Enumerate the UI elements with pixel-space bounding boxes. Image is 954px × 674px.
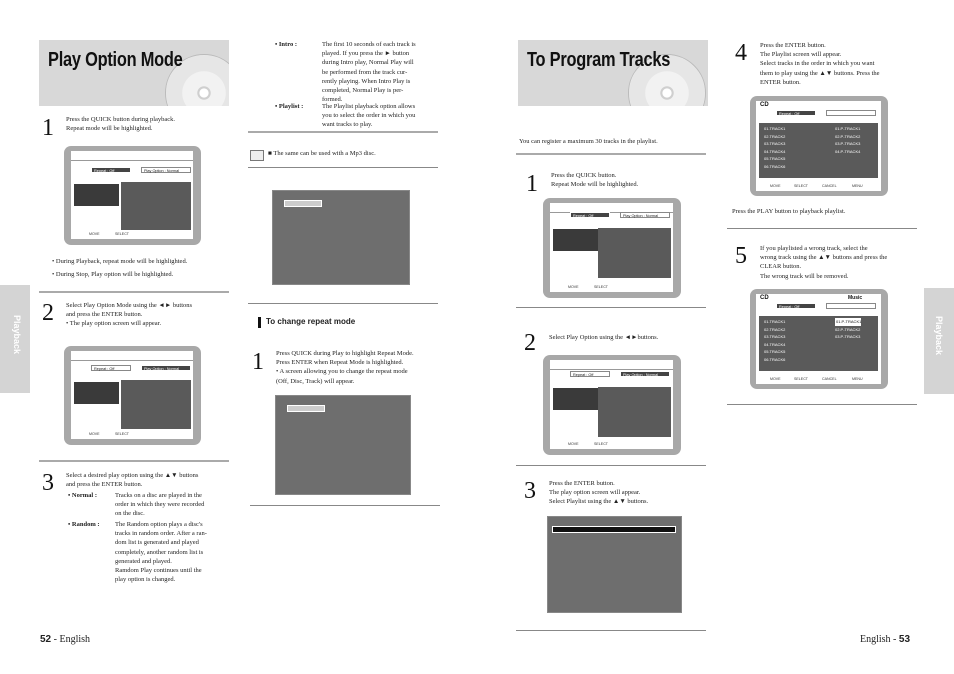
bullet-item: • During Playback, repeat mode will be highlighted.: [52, 258, 188, 265]
step-text: Press the QUICK button during playback. Repeat mode will be highlighted.: [66, 116, 176, 133]
step-text: Select a desired play option using the ▲▼ buttons and press the ENTER button.: [66, 472, 199, 489]
repeat-tag: Repeat : Off: [91, 365, 131, 371]
divider: [516, 630, 706, 631]
step-text: Press the ENTER button. The Playlist screen will appear. Select tracks in the order in which you want them to play using the ▲▼ buttons. Press the ENTER button.: [760, 42, 880, 86]
page-number-right: English - 53: [860, 634, 911, 645]
section-header-left: [39, 40, 229, 106]
screen-footer: MOVE SELECT: [71, 230, 193, 239]
disc-logo: [553, 388, 598, 410]
info-pane: [598, 387, 671, 437]
heading-marker: [258, 317, 261, 328]
divider: [516, 465, 706, 466]
cd-label: CD: [760, 295, 769, 301]
disc-logo: [74, 382, 119, 404]
tv-screen: [64, 346, 201, 445]
playlist-screen: [750, 96, 888, 196]
play-option-tag: Play Option : Normal: [620, 371, 670, 377]
screen-footer: MOVE SELECT CANCEL MENU: [756, 375, 881, 384]
playlist-screen: [750, 289, 888, 389]
step-number: 1: [252, 349, 264, 375]
divider: [248, 303, 438, 304]
step-number: 3: [42, 470, 54, 496]
option-label: • Random :: [68, 521, 100, 528]
step-text: Select Play Option using the ◄►buttons.: [549, 334, 659, 341]
repeat-tag: Repeat : Off: [570, 371, 610, 377]
option-label: • Normal :: [68, 492, 97, 499]
side-tab-left: Playback: [0, 285, 30, 393]
step-text: Press the ENTER button. The play option screen will appear. Select Playlist using the ▲▼ buttons.: [549, 480, 649, 506]
option-label: • Playlist :: [275, 103, 304, 110]
step-text: Press QUICK during Play to highlight Repeat Mode. Press ENTER when Repeat Mode is highlighted. • A screen allowing you to change the repeat mode (Off, Disc, Track) will appear.: [276, 350, 414, 385]
divider: [248, 167, 438, 168]
disc-logo: [74, 184, 119, 206]
step-number: 5: [735, 243, 747, 269]
info-pane: [121, 380, 191, 429]
option-label: • Intro :: [275, 41, 298, 48]
step-text: Repeat Mode will be highlighted.: [551, 181, 639, 188]
tv-screen: [543, 355, 681, 455]
track-list-left: 01.TRACK1 02.TRACK2 03.TRACK3 04.TRACK4 05.TRACK5 06.TRACK6: [764, 126, 786, 169]
screen-footer: MOVE SELECT: [550, 440, 673, 449]
page-number-left: 52 - English: [40, 634, 91, 645]
playlist-select-screen: [547, 516, 682, 613]
repeat-tag: Repeat : Off: [91, 167, 131, 173]
play-option-tag: Play Option : Normal: [141, 167, 191, 173]
repeat-tag: Repeat : Off: [570, 212, 610, 218]
play-option-tag: Play Option : Normal: [141, 365, 191, 371]
track-list: [759, 123, 878, 178]
option-text: The Random option plays a disc's tracks in random order. After a ran- dom list is generated and played completely, another random list is generated and played. Ramdom Play continues until the play option is changed.: [115, 521, 207, 584]
divider: [39, 460, 229, 462]
step-number: 2: [524, 330, 536, 356]
section-header-right: [518, 40, 708, 106]
note-icon: [250, 150, 264, 161]
step-text: If you playlisted a wrong track, select the wrong track using the ▲▼ buttons and press the CLEAR button. The wrong track will be removed.: [760, 245, 888, 280]
play-option-tag: Play Option : Normal: [620, 212, 670, 218]
repeat-tag: Repeat : Off: [776, 110, 816, 116]
music-label: Music: [848, 295, 863, 301]
info-pane: [121, 182, 191, 231]
play-text: Press the PLAY button to playback playlist.: [732, 208, 846, 215]
play-option-tag: [826, 303, 876, 309]
step-number: 3: [524, 478, 536, 504]
divider: [516, 307, 706, 308]
tv-screen: [64, 146, 201, 245]
repeat-tag: Repeat : Off: [776, 303, 816, 309]
divider: [516, 153, 706, 155]
option-text: The Playlist playback option allows you to select the order in which you want tracks to play.: [322, 103, 416, 129]
playlist-list: 01.P-TRACK1 02.P-TRACK2 03.P-TRACK3 04.P-TRACK4: [835, 126, 861, 154]
step-text-bold: Press the QUICK button.: [551, 172, 617, 179]
step-number: 1: [526, 171, 538, 197]
cd-label: CD: [760, 102, 769, 108]
intro-text: You can register a maximum 30 tracks in the playlist.: [519, 138, 658, 145]
disc-logo: [553, 229, 598, 251]
option-text: The first 10 seconds of each track is played. If you press the ► button during Intro play, Normal Play will be performed from the track cur- rently playing. When Intro Play is completed, Normal Play is per- formed.: [322, 41, 416, 104]
subheading: To change repeat mode: [266, 317, 356, 326]
step-number: 2: [42, 300, 54, 326]
divider: [727, 228, 917, 229]
track-list-left: 01.TRACK1 02.TRACK2 03.TRACK3 04.TRACK4 05.TRACK5 06.TRACK6: [764, 319, 786, 362]
divider: [248, 131, 438, 133]
divider: [39, 291, 229, 293]
bullet-item: • During Stop, Play option will be highlighted.: [52, 271, 174, 278]
option-screen: [272, 190, 410, 285]
screen-footer: MOVE SELECT: [71, 430, 193, 439]
note-text: ■ The same can be used with a Mp3 disc.: [268, 150, 376, 157]
playlist-list: 01.P-TRACK1 02.P-TRACK2 03.P-TRACK3: [835, 319, 862, 339]
divider: [250, 505, 440, 506]
page-title-left: Play Option Mode: [48, 49, 183, 71]
divider: [727, 404, 917, 405]
repeat-screen: [275, 395, 411, 495]
play-option-tag: [826, 110, 876, 116]
step-number: 4: [735, 40, 747, 66]
tv-screen: [543, 198, 681, 298]
step-text: Select Play Option Mode using the ◄► buttons and press the ENTER button. • The play option screen will appear.: [66, 302, 193, 328]
step-number: 1: [42, 115, 54, 141]
track-list: [759, 316, 878, 371]
screen-footer: MOVE SELECT CANCEL MENU: [756, 182, 881, 191]
info-pane: [598, 228, 671, 278]
page-title-right: To Program Tracks: [527, 49, 671, 71]
screen-footer: MOVE SELECT: [550, 283, 673, 292]
option-text: Tracks on a disc are played in the order in which they were recorded on the disc.: [115, 492, 205, 518]
side-tab-right: Playback: [924, 288, 954, 394]
